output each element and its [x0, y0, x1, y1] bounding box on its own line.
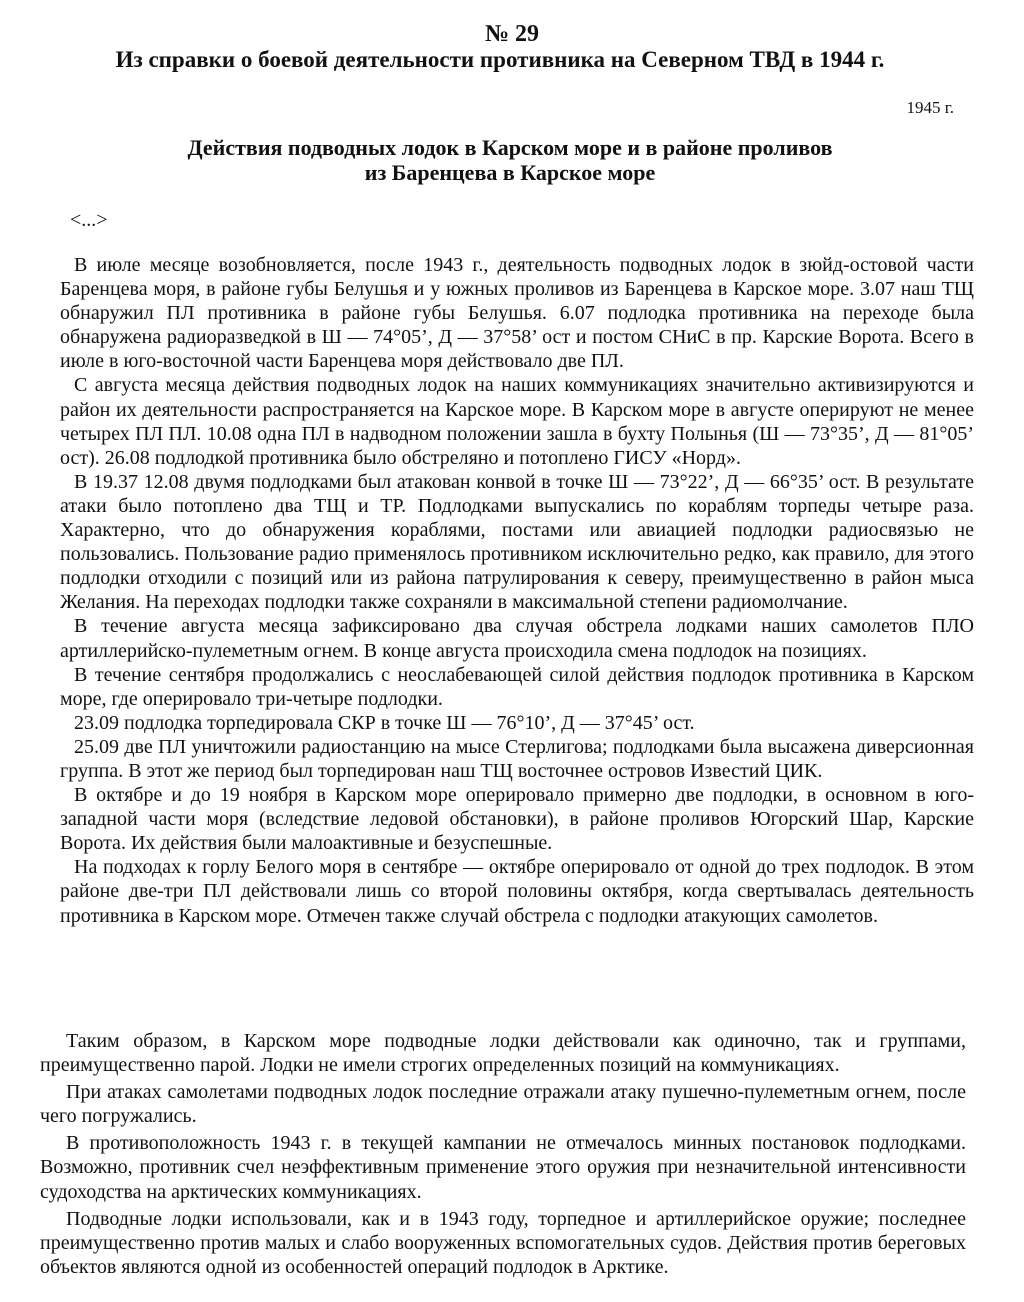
paragraph: В октябре и до 19 ноября в Карском море оперировало примерно две подлодки, в основном в юго-западной части моря (вследствие ледовой обстановки), в районе проливов Югорский Шар, Карские Ворота. Их действия были малоактивные и безуспешные.: [60, 784, 974, 855]
section-title-line-2: из Баренцева в Карское море: [364, 160, 656, 185]
paragraph: На подходах к горлу Белого моря в сентябре — октябре оперировало от одной до трех подлодок. В этом районе две-три ПЛ действовали лишь со второй половины октября, когда свертывалась деятельность противника в Карском море. Отмечен также случай обстрела с подлодки атакующих самолетов.: [60, 856, 974, 927]
section-title: [0, 135, 1020, 185]
conclusion-paragraph: Подводные лодки использовали, как и в 1943 году, торпедное и артиллерийское оружие; последнее преимущественно против малых и слабо вооруженных вспомогательных судов. Действия против береговых объектов являются одной из особенностей операций подлодок в Арктике.: [40, 1207, 966, 1278]
paragraph: В июле месяце возобновляется, после 1943 г., деятельность подводных лодок в зюйд-остовой части Баренцева моря, в районе губы Белушья и у южных проливов из Баренцева в Карское море. 3.07 наш ТЩ обнаружил ПЛ противника в районе губы Белушья. 6.07 подлодка противника на переходе была обнаружена радиоразведкой в Ш — 74°05’, Д — 37°58’ ост и постом СНиС в пр. Карские Ворота. Всего в июле в юго-восточной части Баренцева моря действовало две ПЛ.: [60, 254, 974, 373]
conclusion-paragraph: При атаках самолетами подводных лодок последние отражали атаку пушечно-пулеметным огнем, после чего погружались.: [40, 1081, 966, 1128]
omission-mark: <...>: [70, 209, 108, 231]
document-number: № 29: [484, 21, 540, 47]
paragraph: 23.09 подлодка торпедировала СКР в точке Ш — 76°10’, Д — 37°45’ ост.: [74, 711, 695, 734]
conclusion-text: [40, 1029, 966, 1282]
body-text: [60, 253, 974, 928]
document-year: 1945 г.: [906, 98, 954, 117]
paragraph: В течение августа месяца зафиксировано два случая обстрела лодками наших самолетов ПЛО артиллерийско-пулеметным огнем. В конце августа происходила смена подлодок на позициях.: [60, 615, 974, 662]
conclusion-paragraph: Таким образом, в Карском море подводные лодки действовали как одиночно, так и группами, преимущественно парой. Лодки не имели строгих определенных позиций на коммуникациях.: [40, 1030, 966, 1077]
conclusion-paragraph: В противоположность 1943 г. в текущей кампании не отмечалось минных постановок подлодками. Возможно, противник счел неэффективным применение этого оружия при незначительной интенсивности судоходства на арктических коммуникациях.: [40, 1132, 966, 1203]
document-title: Из справки о боевой деятельности противника на Северном ТВД в 1944 г.: [115, 47, 885, 72]
section-title-line-1: Действия подводных лодок в Карском море и в районе проливов: [187, 135, 833, 160]
paragraph: В 19.37 12.08 двумя подлодками был атакован конвой в точке Ш — 73°22’, Д — 66°35’ ост. В результате атаки было потоплено два ТЩ и ТР. Подлодками выпускались по кораблям торпеды четыре раза. Характерно, что до обнаружения кораблями, постами или авиацией подлодки радиосвязью не пользовались. Пользование радио применялось противником исключительно редко, как правило, для этого подлодки отходили с позиций или из района патрулирования к северу, преимущественно в район мыса Желания. На переходах подлодки также сохраняли в максимальной степени радиомолчание.: [60, 470, 974, 614]
paragraph: 25.09 две ПЛ уничтожили радиостанцию на мысе Стерлигова; подлодками была высажена диверсионная группа. В этот же период был торпедирован наш ТЩ восточнее островов Известий ЦИК.: [60, 735, 974, 782]
paragraph: С августа месяца действия подводных лодок на наших коммуникациях значительно активизируются и район их деятельности распространяется на Карское море. В Карском море в августе оперируют не менее четырех ПЛ ПЛ. 10.08 одна ПЛ в надводном положении зашла в бухту Полынья (Ш — 73°35’, Д — 81°05’ ост). 26.08 подлодкой противника было обстреляно и потоплено ГИСУ «Норд».: [60, 374, 974, 469]
paragraph: В течение сентября продолжались с неослабевающей силой действия подлодок противника в Карском море, где оперировало три-четыре подлодки.: [60, 663, 974, 710]
